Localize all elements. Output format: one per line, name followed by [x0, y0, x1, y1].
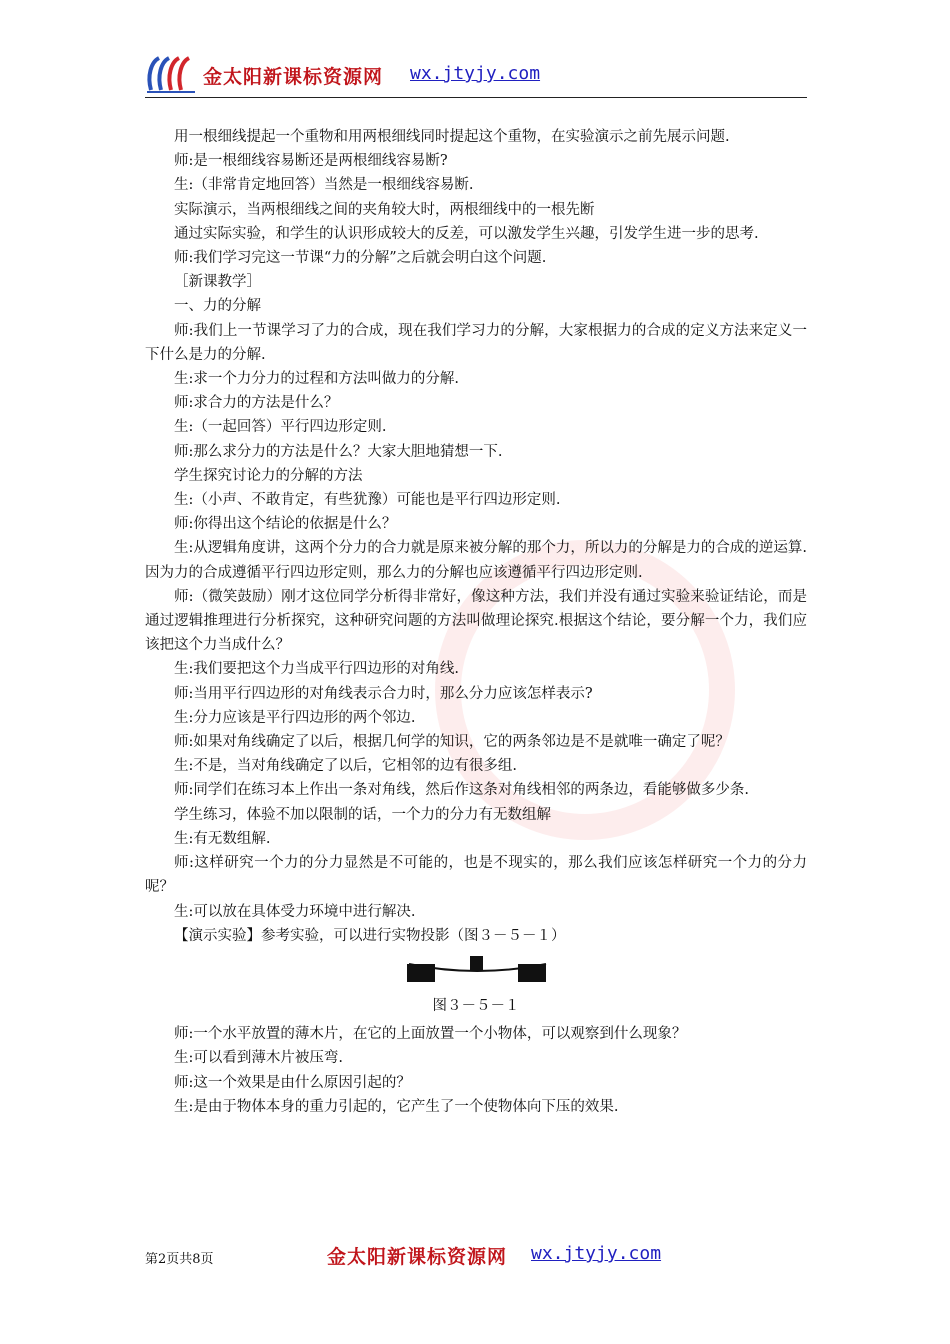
paragraph: 师:我们学习完这一节课“力的分解”之后就会明白这个问题. — [174, 250, 547, 267]
paragraph: 学生探究讨论力的分解的方法 — [174, 467, 363, 484]
figure-caption: 图３－５－１ — [432, 997, 520, 1014]
paragraph: 实际演示，当两根细线之间的夹角较大时，两根细线中的一根先断 — [174, 201, 595, 218]
paragraph: 师:是一根细线容易断还是两根细线容易断? — [174, 153, 448, 170]
paragraph: 生:我们要把这个力当成平行四边形的对角线. — [174, 661, 459, 678]
logo-icon — [145, 54, 197, 94]
paragraph: 生:从逻辑角度讲，这两个分力的合力就是原来被分解的那个力，所以力的分解是力的合成的逆运算.因为力的合成遵循平行四边形定则，那么力的分解也应该遵循平行四边形定则. — [145, 540, 807, 581]
paragraph: 师:这一个效果是由什么原因引起的？ — [174, 1074, 411, 1091]
paragraph: 师:一个水平放置的薄木片，在它的上面放置一个小物体，可以观察到什么现象？ — [174, 1026, 687, 1043]
paragraph: 生:（小声、不敢肯定，有些犹豫）可能也是平行四边形定则. — [174, 492, 561, 509]
paragraph: 师:我们上一节课学习了力的合成，现在我们学习力的分解，大家根据力的合成的定义方法来定义一下什么是力的分解. — [145, 322, 807, 363]
header-brand: 金太阳新课标资源网 — [203, 66, 384, 88]
paragraph: 生:可以放在具体受力环境中进行解决. — [174, 903, 416, 920]
paragraph: 生:分力应该是平行四边形的两个邻边. — [174, 709, 416, 726]
paragraph: 生:求一个力分力的过程和方法叫做力的分解. — [174, 371, 459, 388]
footer-brand: 金太阳新课标资源网 — [327, 1246, 508, 1268]
header-rule — [145, 97, 807, 98]
page-footer — [145, 1240, 807, 1270]
paragraph: 师:你得出这个结论的依据是什么？ — [174, 516, 397, 533]
paragraph: 师:这样研究一个力的分力显然是不可能的，也是不现实的，那么我们应该怎样研究一个力的分力呢？ — [145, 855, 807, 896]
paragraph: 【演示实验】参考实验，可以进行实物投影（图３－５－１） — [174, 927, 566, 944]
document-body — [145, 125, 807, 1119]
paragraph: 师:那么求分力的方法是什么？大家大胆地猜想一下. — [174, 443, 503, 460]
header-url-link[interactable]: wx.jtyjy.com — [410, 63, 541, 84]
page-header — [145, 48, 807, 98]
paragraph: 生:可以看到薄木片被压弯. — [174, 1050, 343, 1067]
section-label: ［新课教学］ — [174, 274, 261, 291]
paragraph: 师:求合力的方法是什么？ — [174, 395, 339, 412]
paragraph: 生:是由于物体本身的重力引起的，它产生了一个使物体向下压的效果. — [174, 1098, 619, 1115]
page-number: 第2页共8页 — [145, 1252, 214, 1267]
small-object — [470, 956, 483, 970]
bent-board-diagram — [405, 952, 550, 988]
section-heading: 一、力的分解 — [174, 298, 261, 315]
paragraph: 用一根细线提起一个重物和用两根细线同时提起这个重物，在实验演示之前先展示问题. — [174, 129, 730, 145]
paragraph: 生:（非常肯定地回答）当然是一根细线容易断. — [174, 177, 474, 194]
paragraph: 通过实际实验，和学生的认识形成较大的反差，可以激发学生兴趣，引发学生进一步的思考. — [174, 225, 759, 242]
paragraph: 学生练习，体验不加以限制的话，一个力的分力有无数组解 — [174, 806, 551, 823]
paragraph: 师:如果对角线确定了以后，根据几何学的知识，它的两条邻边是不是就唯一确定了呢？ — [174, 734, 730, 751]
paragraph: 生:（一起回答）平行四边形定则. — [174, 419, 387, 436]
footer-url-link[interactable]: wx.jtyjy.com — [531, 1243, 662, 1264]
paragraph: 师:（微笑鼓励）刚才这位同学分析得非常好，像这种方法，我们并没有通过实验来验证结论，而是通过逻辑推理进行分析探究，这种研究问题的方法叫做理论探究.根据这个结论，要分解一个力，我们应该把这个力当成什么？ — [145, 588, 807, 654]
paragraph: 生:有无数组解. — [174, 830, 271, 847]
paragraph: 师:当用平行四边形的对角线表示合力时，那么分力应该怎样表示? — [174, 685, 593, 702]
paragraph: 生:不是，当对角线确定了以后，它相邻的边有很多组. — [174, 758, 517, 775]
paragraph: 师:同学们在练习本上作出一条对角线，然后作这条对角线相邻的两条边，看能够做多少条. — [174, 782, 749, 799]
experiment-figure — [145, 948, 807, 992]
